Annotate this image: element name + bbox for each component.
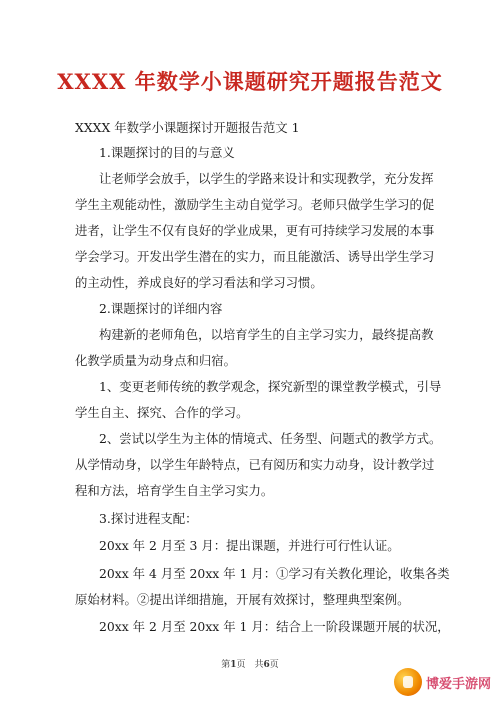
schedule-line: 20xx 年 2 月至 20xx 年 1 月：结合上一阶段课题开展的状况， <box>99 619 450 634</box>
footer-suffix: 页 <box>269 660 279 670</box>
paragraph-line: 学生自主、探究、合作的学习。 <box>75 405 249 420</box>
schedule-line: 原始材料。②提出详细措施，开展有效探讨，整理典型案例。 <box>75 592 410 607</box>
paragraph-line: 1、变更老师传统的教学观念，探究新型的课堂教学模式，引导 <box>99 379 442 394</box>
site-watermark <box>394 667 492 697</box>
document-title: XXXX 年数学小课题研究开题报告范文 <box>57 69 443 94</box>
section-heading-3: 3.探讨进程支配： <box>99 511 198 526</box>
paragraph-line: 的主动性，养成良好的学习看法和学习习惯。 <box>75 275 323 290</box>
footer-current-page: 1 <box>230 660 237 670</box>
doc-subtitle: XXXX 年数学小课题探讨开题报告范文 1 <box>75 120 300 135</box>
footer-prefix: 第 <box>221 660 231 670</box>
section-heading-2: 2.课题探讨的详细内容 <box>99 301 223 316</box>
paragraph-line: 2、尝试以学生为主体的情境式、任务型、问题式的教学方式。 <box>99 431 442 446</box>
paragraph-line: 学会学习。开发出学生潜在的实力，而且能激活、诱导出学生学习 <box>75 249 435 264</box>
footer-total-pages: 6 <box>263 660 270 670</box>
schedule-line: 20xx 年 4 月至 20xx 年 1 月：①学习有关教化理论，收集各类 <box>99 566 450 581</box>
paragraph-line: 程和方法，培育学生自主学习实力。 <box>75 483 274 498</box>
paragraph-line: 进者，让学生不仅有良好的学业成果，更有可持续学习发展的本事 <box>75 223 435 238</box>
paragraph-line: 让老师学会放手，以学生的学路来设计和实现教学，充分发挥 <box>99 171 434 186</box>
paragraph-line: 从学情动身，以学生年龄特点，已有阅历和实力动身，设计教学过 <box>75 457 435 472</box>
footer-mid: 页 共 <box>236 660 264 670</box>
paragraph-line: 学生主观能动性，激励学生主动自觉学习。老师只做学生学习的促 <box>75 197 435 212</box>
paragraph-line: 化教学质量为动身点和归宿。 <box>75 353 237 368</box>
schedule-line: 20xx 年 2 月至 3 月：提出课题，并进行可行性认证。 <box>99 538 400 553</box>
watermark-text: 博爱手游网 <box>426 676 492 692</box>
paragraph-line: 构建新的老师角色，以培育学生的自主学习实力，最终提高教 <box>99 327 434 342</box>
game-logo-icon <box>394 668 422 696</box>
section-heading-1: 1.课题探讨的目的与意义 <box>99 145 235 160</box>
